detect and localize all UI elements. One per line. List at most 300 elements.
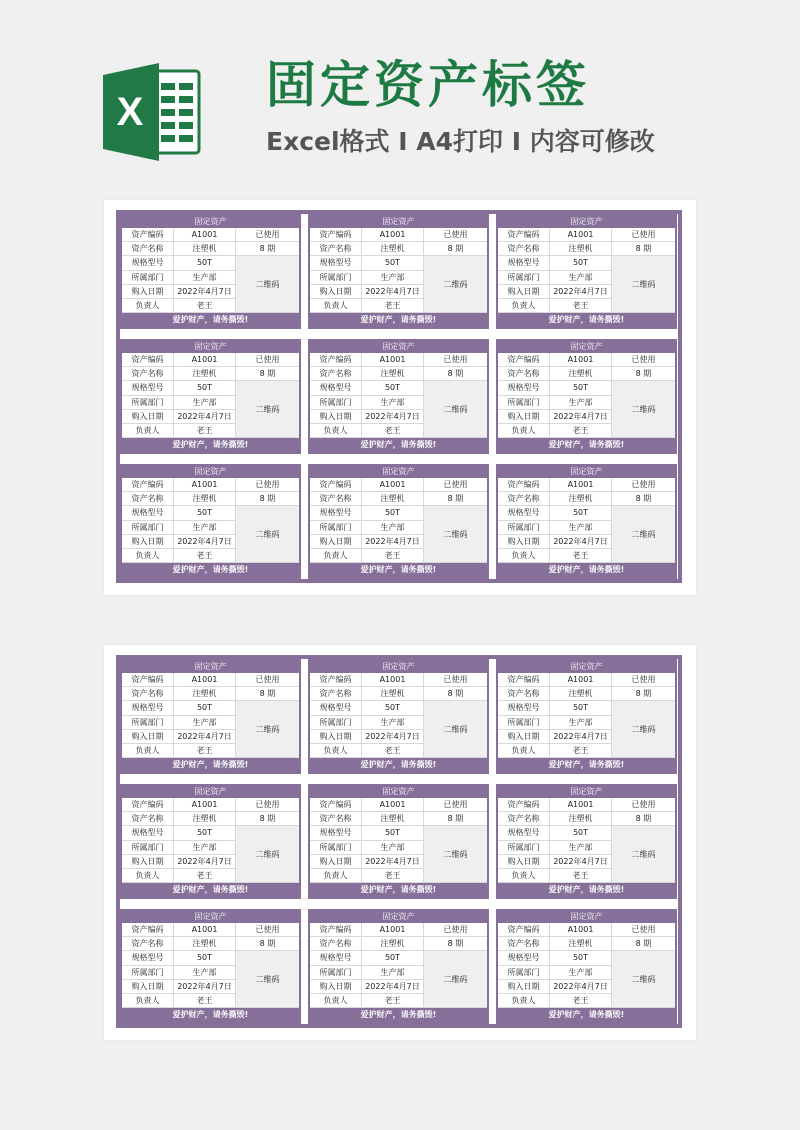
row-extra: 已使用: [424, 798, 487, 812]
row-label: 负责人: [498, 744, 550, 758]
qr-code-placeholder: 二维码: [424, 256, 487, 313]
row-value: 注塑机: [362, 242, 424, 256]
row-label: 规格型号: [122, 256, 174, 270]
row-label: 购入日期: [310, 730, 362, 744]
card-header: 固定资产: [194, 787, 227, 796]
row-extra: 8 期: [612, 812, 675, 826]
row-value: 50T: [362, 951, 424, 965]
excel-logo-letter: X: [116, 90, 144, 134]
sheet-frame: [116, 655, 682, 1028]
row-value: A1001: [174, 353, 236, 367]
row-value: 50T: [362, 256, 424, 270]
row-value: 生产部: [362, 396, 424, 410]
row-label: 所属部门: [310, 271, 362, 285]
row-label: 规格型号: [310, 701, 362, 715]
row-label: 资产名称: [310, 937, 362, 951]
row-label: 负责人: [310, 744, 362, 758]
row-value: 2022年4月7日: [550, 535, 612, 549]
card-footer: 爱护财产，请务撕毁!: [172, 1010, 249, 1019]
asset-label-card: [120, 214, 301, 329]
row-value: 50T: [362, 381, 424, 395]
row-label: 购入日期: [122, 980, 174, 994]
card-table: [122, 673, 299, 758]
card-header: 固定资产: [382, 662, 415, 671]
row-value: 老王: [550, 994, 612, 1008]
row-label: 所属部门: [310, 966, 362, 980]
row-value: 生产部: [174, 966, 236, 980]
row-value: 2022年4月7日: [550, 730, 612, 744]
row-label: 所属部门: [498, 716, 550, 730]
row-value: 生产部: [362, 521, 424, 535]
row-value: 2022年4月7日: [174, 980, 236, 994]
row-label: 资产编码: [122, 673, 174, 687]
row-label: 所属部门: [498, 396, 550, 410]
row-label: 负责人: [122, 424, 174, 438]
excel-icon: [103, 63, 203, 161]
row-label: 规格型号: [122, 506, 174, 520]
label-grid: [120, 659, 678, 1024]
row-extra: 8 期: [424, 937, 487, 951]
card-header: 固定资产: [570, 342, 603, 351]
row-label: 负责人: [122, 744, 174, 758]
row-label: 所属部门: [310, 841, 362, 855]
qr-code-placeholder: 二维码: [612, 951, 675, 1008]
card-header: 固定资产: [194, 912, 227, 921]
row-value: 生产部: [362, 841, 424, 855]
row-label: 资产编码: [122, 353, 174, 367]
row-extra: 8 期: [424, 367, 487, 381]
row-label: 资产名称: [122, 812, 174, 826]
row-value: 注塑机: [362, 492, 424, 506]
row-label: 资产编码: [310, 353, 362, 367]
row-value: 50T: [550, 506, 612, 520]
row-value: 50T: [174, 701, 236, 715]
card-header: 固定资产: [194, 662, 227, 671]
row-value: 生产部: [362, 271, 424, 285]
row-value: 注塑机: [174, 242, 236, 256]
row-extra: 已使用: [236, 923, 299, 937]
card-footer: 爱护财产，请务撕毁!: [360, 1010, 437, 1019]
row-value: A1001: [550, 228, 612, 242]
row-value: A1001: [174, 478, 236, 492]
card-footer: 爱护财产，请务撕毁!: [172, 760, 249, 769]
row-value: 老王: [174, 869, 236, 883]
row-value: 50T: [174, 826, 236, 840]
row-label: 购入日期: [122, 730, 174, 744]
row-value: 2022年4月7日: [174, 535, 236, 549]
row-extra: 已使用: [424, 478, 487, 492]
card-table: [122, 353, 299, 438]
asset-label-card: [496, 214, 677, 329]
row-label: 购入日期: [310, 980, 362, 994]
row-label: 资产编码: [310, 228, 362, 242]
row-value: 2022年4月7日: [174, 730, 236, 744]
row-label: 资产编码: [310, 478, 362, 492]
row-label: 负责人: [122, 869, 174, 883]
row-value: 注塑机: [550, 812, 612, 826]
row-value: 2022年4月7日: [550, 410, 612, 424]
qr-code-placeholder: 二维码: [236, 826, 299, 883]
row-value: 注塑机: [174, 937, 236, 951]
row-value: 注塑机: [174, 812, 236, 826]
card-footer: 爱护财产，请务撕毁!: [360, 440, 437, 449]
row-label: 资产名称: [498, 687, 550, 701]
qr-code-placeholder: 二维码: [424, 506, 487, 563]
card-footer: 爱护财产，请务撕毁!: [360, 565, 437, 574]
asset-label-card: [120, 909, 301, 1024]
row-label: 规格型号: [310, 506, 362, 520]
row-label: 资产名称: [498, 492, 550, 506]
asset-label-card: [496, 784, 677, 899]
asset-label-card: [496, 659, 677, 774]
asset-label-card: [120, 464, 301, 579]
asset-label-card: [308, 784, 489, 899]
row-value: A1001: [174, 228, 236, 242]
row-extra: 8 期: [424, 242, 487, 256]
qr-code-placeholder: 二维码: [424, 951, 487, 1008]
row-label: 所属部门: [498, 841, 550, 855]
label-grid: [120, 214, 678, 579]
row-label: 规格型号: [122, 826, 174, 840]
row-label: 资产编码: [498, 228, 550, 242]
row-value: A1001: [550, 478, 612, 492]
row-label: 资产编码: [310, 798, 362, 812]
row-label: 资产编码: [122, 228, 174, 242]
sheet-page-2: [104, 645, 696, 1040]
row-value: 注塑机: [362, 687, 424, 701]
card-header: 固定资产: [382, 217, 415, 226]
card-footer: 爱护财产，请务撕毁!: [360, 315, 437, 324]
row-label: 购入日期: [498, 535, 550, 549]
row-value: 50T: [550, 701, 612, 715]
row-extra: 已使用: [236, 228, 299, 242]
row-value: 50T: [174, 256, 236, 270]
row-label: 规格型号: [310, 826, 362, 840]
card-header: 固定资产: [382, 342, 415, 351]
row-label: 资产名称: [310, 242, 362, 256]
row-label: 规格型号: [310, 951, 362, 965]
row-value: A1001: [362, 353, 424, 367]
row-extra: 8 期: [236, 812, 299, 826]
row-extra: 8 期: [612, 242, 675, 256]
card-table: [498, 673, 675, 758]
row-value: 生产部: [550, 966, 612, 980]
row-label: 规格型号: [498, 506, 550, 520]
asset-label-card: [120, 784, 301, 899]
row-label: 规格型号: [310, 381, 362, 395]
row-label: 购入日期: [498, 410, 550, 424]
card-table: [310, 228, 487, 313]
row-value: 2022年4月7日: [362, 730, 424, 744]
row-label: 负责人: [310, 299, 362, 313]
card-header: 固定资产: [194, 467, 227, 476]
row-label: 购入日期: [310, 410, 362, 424]
card-header: 固定资产: [570, 912, 603, 921]
row-value: A1001: [362, 228, 424, 242]
row-label: 规格型号: [122, 701, 174, 715]
row-value: 2022年4月7日: [550, 980, 612, 994]
row-value: A1001: [174, 798, 236, 812]
row-label: 资产编码: [498, 478, 550, 492]
row-extra: 8 期: [612, 367, 675, 381]
card-footer: 爱护财产，请务撕毁!: [172, 885, 249, 894]
row-value: 注塑机: [362, 937, 424, 951]
row-value: 生产部: [174, 521, 236, 535]
card-table: [122, 923, 299, 1008]
row-value: 老王: [362, 994, 424, 1008]
row-extra: 8 期: [236, 492, 299, 506]
row-label: 规格型号: [122, 951, 174, 965]
row-value: 注塑机: [550, 242, 612, 256]
qr-code-placeholder: 二维码: [612, 381, 675, 438]
row-label: 资产名称: [310, 367, 362, 381]
card-header: 固定资产: [382, 912, 415, 921]
row-label: 负责人: [310, 994, 362, 1008]
row-value: 2022年4月7日: [362, 285, 424, 299]
row-label: 资产编码: [498, 673, 550, 687]
row-value: A1001: [362, 673, 424, 687]
row-extra: 已使用: [236, 478, 299, 492]
row-label: 资产名称: [310, 812, 362, 826]
row-label: 购入日期: [498, 855, 550, 869]
row-extra: 已使用: [424, 228, 487, 242]
card-header: 固定资产: [570, 467, 603, 476]
qr-code-placeholder: 二维码: [236, 506, 299, 563]
row-value: 老王: [550, 549, 612, 563]
row-value: 老王: [362, 424, 424, 438]
row-value: A1001: [550, 798, 612, 812]
row-label: 资产名称: [122, 687, 174, 701]
row-extra: 8 期: [236, 937, 299, 951]
row-label: 购入日期: [310, 285, 362, 299]
row-extra: 已使用: [424, 353, 487, 367]
row-label: 资产编码: [310, 923, 362, 937]
row-extra: 已使用: [424, 923, 487, 937]
row-label: 负责人: [498, 424, 550, 438]
row-value: 生产部: [550, 396, 612, 410]
asset-label-card: [308, 909, 489, 1024]
row-value: 注塑机: [362, 367, 424, 381]
row-extra: 8 期: [424, 687, 487, 701]
row-extra: 8 期: [612, 492, 675, 506]
row-label: 资产名称: [122, 242, 174, 256]
row-value: 50T: [362, 701, 424, 715]
qr-code-placeholder: 二维码: [236, 256, 299, 313]
row-value: 老王: [362, 299, 424, 313]
row-label: 资产名称: [498, 937, 550, 951]
card-table: [498, 923, 675, 1008]
card-table: [498, 228, 675, 313]
asset-label-card: [308, 339, 489, 454]
card-footer: 爱护财产，请务撕毁!: [172, 440, 249, 449]
row-value: 老王: [174, 994, 236, 1008]
row-value: 2022年4月7日: [362, 980, 424, 994]
row-extra: 8 期: [236, 687, 299, 701]
row-extra: 已使用: [236, 798, 299, 812]
row-value: 老王: [550, 299, 612, 313]
card-table: [310, 673, 487, 758]
row-label: 资产编码: [498, 798, 550, 812]
row-label: 资产编码: [310, 673, 362, 687]
row-label: 购入日期: [310, 535, 362, 549]
row-label: 负责人: [310, 549, 362, 563]
card-footer: 爱护财产，请务撕毁!: [360, 885, 437, 894]
row-value: 注塑机: [550, 937, 612, 951]
card-table: [122, 478, 299, 563]
row-label: 所属部门: [122, 271, 174, 285]
card-header: 固定资产: [382, 467, 415, 476]
card-table: [310, 923, 487, 1008]
row-label: 规格型号: [498, 256, 550, 270]
row-value: 生产部: [174, 271, 236, 285]
card-table: [310, 353, 487, 438]
card-footer: 爱护财产，请务撕毁!: [360, 760, 437, 769]
row-value: 2022年4月7日: [174, 410, 236, 424]
row-extra: 已使用: [424, 673, 487, 687]
row-value: 老王: [362, 744, 424, 758]
row-label: 所属部门: [498, 966, 550, 980]
row-extra: 8 期: [236, 367, 299, 381]
row-label: 所属部门: [122, 521, 174, 535]
row-label: 资产名称: [122, 492, 174, 506]
card-footer: 爱护财产，请务撕毁!: [548, 440, 625, 449]
row-value: A1001: [550, 673, 612, 687]
sheet-page-1: [104, 200, 696, 595]
row-label: 负责人: [122, 549, 174, 563]
row-label: 所属部门: [498, 271, 550, 285]
row-extra: 已使用: [236, 353, 299, 367]
row-value: 2022年4月7日: [362, 535, 424, 549]
row-value: A1001: [362, 923, 424, 937]
row-label: 购入日期: [122, 410, 174, 424]
card-footer: 爱护财产，请务撕毁!: [548, 760, 625, 769]
qr-code-placeholder: 二维码: [236, 951, 299, 1008]
row-value: 2022年4月7日: [550, 285, 612, 299]
row-label: 购入日期: [122, 285, 174, 299]
row-value: 老王: [362, 549, 424, 563]
row-value: A1001: [174, 673, 236, 687]
card-table: [122, 228, 299, 313]
row-value: 50T: [362, 826, 424, 840]
row-label: 所属部门: [310, 521, 362, 535]
row-value: 注塑机: [174, 492, 236, 506]
asset-label-card: [120, 659, 301, 774]
card-table: [498, 353, 675, 438]
qr-code-placeholder: 二维码: [612, 826, 675, 883]
row-label: 负责人: [498, 869, 550, 883]
row-value: 2022年4月7日: [550, 855, 612, 869]
row-label: 购入日期: [498, 285, 550, 299]
row-label: 所属部门: [122, 841, 174, 855]
row-label: 资产编码: [498, 353, 550, 367]
sheet-frame: [116, 210, 682, 583]
row-value: 老王: [362, 869, 424, 883]
row-extra: 已使用: [612, 228, 675, 242]
card-header: 固定资产: [382, 787, 415, 796]
card-footer: 爱护财产，请务撕毁!: [548, 315, 625, 324]
row-value: 生产部: [550, 271, 612, 285]
row-label: 购入日期: [498, 730, 550, 744]
card-table: [498, 798, 675, 883]
row-label: 资产名称: [498, 812, 550, 826]
card-footer: 爱护财产，请务撕毁!: [548, 885, 625, 894]
row-extra: 已使用: [236, 673, 299, 687]
card-footer: 爱护财产，请务撕毁!: [172, 565, 249, 574]
row-value: 老王: [174, 549, 236, 563]
row-label: 所属部门: [122, 716, 174, 730]
row-value: 50T: [174, 381, 236, 395]
row-value: 50T: [174, 951, 236, 965]
row-value: 生产部: [174, 716, 236, 730]
row-label: 负责人: [498, 994, 550, 1008]
row-extra: 已使用: [612, 353, 675, 367]
row-label: 所属部门: [310, 396, 362, 410]
row-label: 资产编码: [122, 923, 174, 937]
row-extra: 8 期: [612, 687, 675, 701]
qr-code-placeholder: 二维码: [236, 381, 299, 438]
row-value: A1001: [362, 478, 424, 492]
header: [0, 0, 800, 195]
row-value: 老王: [174, 424, 236, 438]
qr-code-placeholder: 二维码: [424, 701, 487, 758]
row-label: 购入日期: [122, 855, 174, 869]
row-extra: 8 期: [612, 937, 675, 951]
row-value: 50T: [174, 506, 236, 520]
row-value: 注塑机: [362, 812, 424, 826]
row-label: 资产名称: [310, 687, 362, 701]
row-extra: 已使用: [612, 673, 675, 687]
row-value: 2022年4月7日: [362, 855, 424, 869]
row-label: 规格型号: [122, 381, 174, 395]
row-label: 资产名称: [122, 937, 174, 951]
row-label: 规格型号: [498, 951, 550, 965]
row-value: 生产部: [550, 521, 612, 535]
row-label: 规格型号: [498, 826, 550, 840]
qr-code-placeholder: 二维码: [612, 256, 675, 313]
row-value: 生产部: [174, 396, 236, 410]
row-label: 购入日期: [310, 855, 362, 869]
row-value: 50T: [362, 506, 424, 520]
row-value: 老王: [550, 744, 612, 758]
asset-label-card: [496, 339, 677, 454]
page-title: 固定资产标签: [266, 56, 590, 114]
row-label: 资产名称: [498, 242, 550, 256]
card-table: [122, 798, 299, 883]
row-label: 负责人: [122, 994, 174, 1008]
row-label: 所属部门: [122, 396, 174, 410]
row-value: 生产部: [550, 841, 612, 855]
asset-label-card: [308, 214, 489, 329]
card-table: [310, 798, 487, 883]
row-label: 购入日期: [498, 980, 550, 994]
card-header: 固定资产: [570, 787, 603, 796]
row-label: 负责人: [122, 299, 174, 313]
card-header: 固定资产: [194, 217, 227, 226]
asset-label-card: [308, 659, 489, 774]
row-value: 注塑机: [174, 687, 236, 701]
row-label: 所属部门: [122, 966, 174, 980]
row-label: 资产名称: [310, 492, 362, 506]
row-value: 2022年4月7日: [174, 855, 236, 869]
row-value: 50T: [550, 951, 612, 965]
row-value: 2022年4月7日: [362, 410, 424, 424]
row-label: 资产编码: [122, 478, 174, 492]
row-label: 负责人: [498, 299, 550, 313]
row-value: 注塑机: [550, 492, 612, 506]
asset-label-card: [308, 464, 489, 579]
row-extra: 8 期: [236, 242, 299, 256]
asset-label-card: [496, 909, 677, 1024]
